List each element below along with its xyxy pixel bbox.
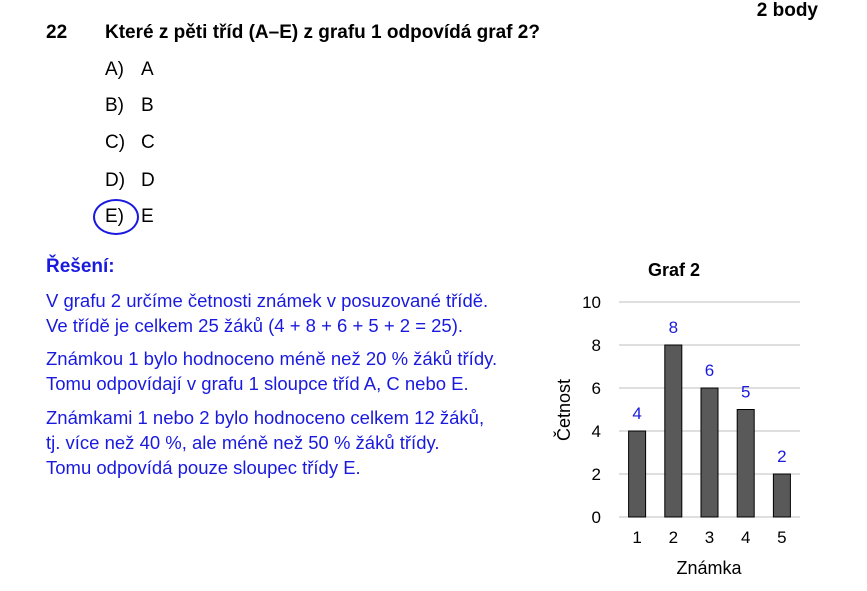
solution-line: Tomu odpovídají v grafu 1 sloupce tříd A, C nebo E. <box>46 373 469 394</box>
chart-ylabel: Četnost <box>554 378 574 442</box>
bar <box>737 410 754 518</box>
solution-line: Známkou 1 bylo hodnoceno méně než 20 % žáků třídy. <box>46 348 498 369</box>
data-label: 5 <box>740 382 751 402</box>
x-tick-label: 2 <box>668 528 679 547</box>
solution-line: Známkami 1 nebo 2 bylo hodnoceno celkem 12 žáků, <box>46 407 485 428</box>
question-text: Které z pěti tříd (A–E) z grafu 1 odpovídá graf 2? <box>105 22 540 43</box>
option-value: A <box>141 59 154 80</box>
solution-title: Řešení: <box>46 256 115 277</box>
solution-line: Tomu odpovídá pouze sloupec třídy E. <box>46 457 361 478</box>
y-tick-label: 6 <box>591 379 601 398</box>
data-label: 4 <box>632 404 642 423</box>
points-label: 2 body <box>756 0 818 21</box>
bar <box>629 431 646 517</box>
x-tick-label: 5 <box>777 528 787 547</box>
y-tick-label: 4 <box>591 422 601 441</box>
data-label: 8 <box>668 318 679 337</box>
option-value: E <box>141 206 154 227</box>
option-letter: A) <box>105 59 124 80</box>
chart-xlabel: Známka <box>676 558 742 578</box>
x-tick-label: 3 <box>704 528 715 547</box>
option-letter: C) <box>105 132 126 153</box>
y-tick-label: 0 <box>591 508 601 527</box>
bar <box>701 388 718 517</box>
x-tick-label: 1 <box>632 528 642 547</box>
data-label: 2 <box>777 447 787 466</box>
y-tick-label: 10 <box>582 293 601 312</box>
option-letter: B) <box>105 95 124 116</box>
option-value: C <box>141 132 155 153</box>
bar <box>665 345 682 517</box>
option-value: B <box>141 95 154 116</box>
question-number: 22 <box>46 22 68 43</box>
chart-title: Graf 2 <box>647 260 701 280</box>
option-letter: D) <box>105 170 126 191</box>
solution-line: V grafu 2 určíme četnosti známek v posuzované třídě. <box>46 290 489 311</box>
y-tick-label: 2 <box>591 465 601 484</box>
option-letter: E) <box>105 206 124 227</box>
bar <box>773 474 790 517</box>
option-value: D <box>141 170 155 191</box>
data-label: 6 <box>704 361 715 380</box>
solution-line: tj. více než 40 %, ale méně než 50 % žáků třídy. <box>46 432 440 453</box>
y-tick-label: 8 <box>591 336 601 355</box>
x-tick-label: 4 <box>740 528 751 547</box>
solution-line: Ve třídě je celkem 25 žáků (4 + 8 + 6 + 5 + 2 = 25). <box>46 315 464 336</box>
